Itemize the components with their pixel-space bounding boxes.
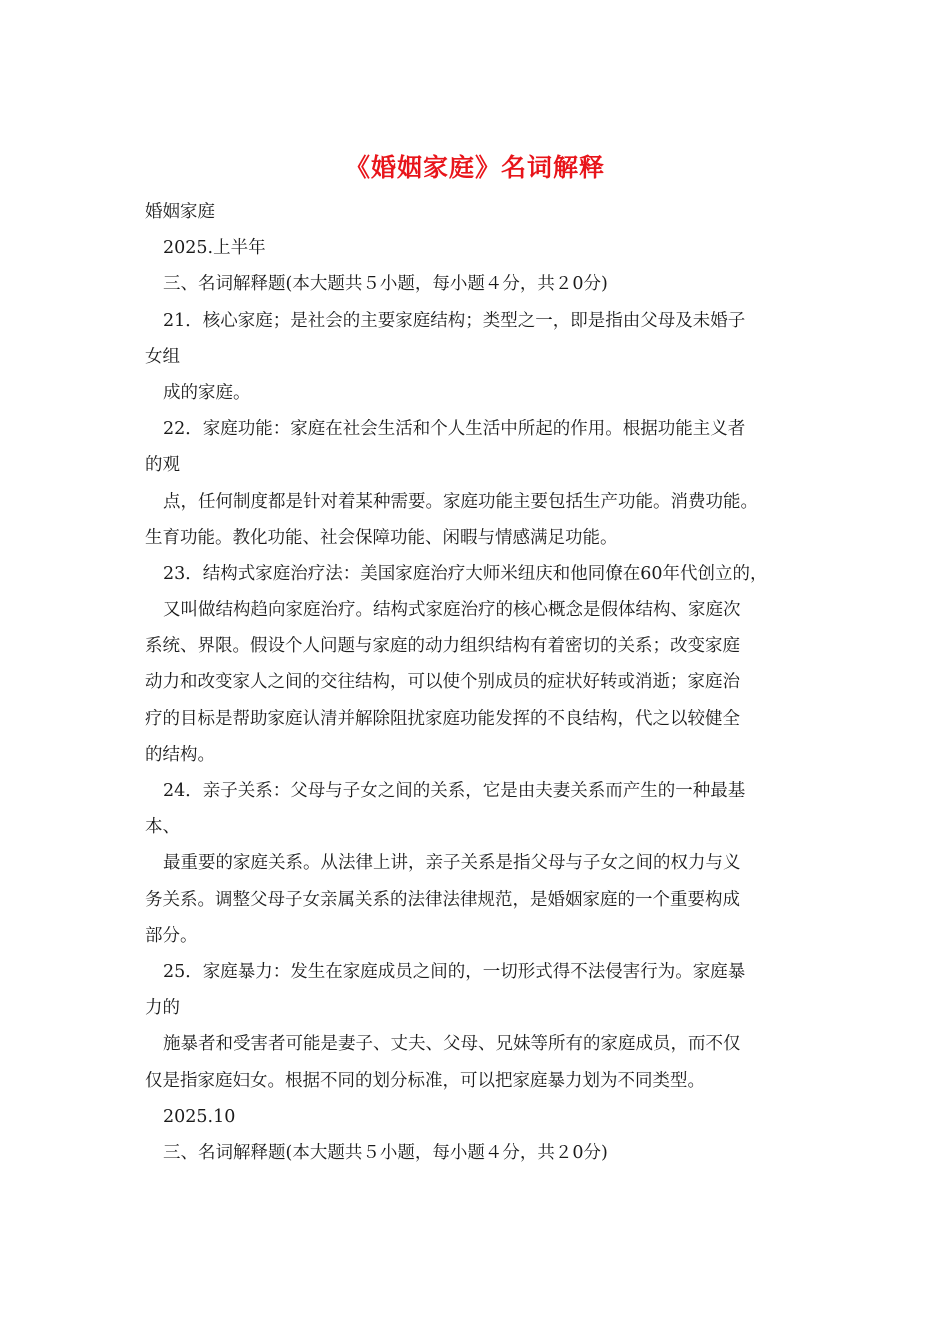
text-line: 点，任何制度都是针对着某种需要。家庭功能主要包括生产功能。消费功能。 xyxy=(163,491,758,512)
text-line: 动力和改变家人之间的交往结构，可以使个别成员的症状好转或消逝；家庭治 xyxy=(145,672,740,693)
text-line: 成的家庭。 xyxy=(163,382,251,403)
document-title: 《婚姻家庭》名词解释 xyxy=(344,153,605,182)
text-line: 21．核心家庭；是社会的主要家庭结构；类型之一，即是指由父母及未婚子 xyxy=(163,310,746,331)
text-line: 24．亲子关系：父母与子女之间的关系，它是由夫妻关系而产生的一种最基 xyxy=(163,781,746,801)
text-line: 力的 xyxy=(145,998,180,1019)
text-line: 本、 xyxy=(145,817,180,838)
text-line: 施暴者和受害者可能是妻子、丈夫、父母、兄妹等所有的家庭成员，而不仅 xyxy=(163,1034,741,1055)
text-line: 疗的目标是帮助家庭认清并解除阻扰家庭功能发挥的不良结构，代之以较健全 xyxy=(145,708,740,729)
text-line: 系统、界限。假设个人问题与家庭的动力组织结构有着密切的关系；改变家庭 xyxy=(145,636,740,657)
text-line: 仅是指家庭妇女。根据不同的划分标准，可以把家庭暴力划为不同类型。 xyxy=(145,1070,705,1091)
text-line: 2025.10 xyxy=(163,1106,236,1127)
text-line: 的结构。 xyxy=(145,744,215,765)
text-line: 部分。 xyxy=(145,925,198,946)
text-line: 25．家庭暴力：发生在家庭成员之间的，一切形式得不法侵害行为。家庭暴 xyxy=(163,961,746,982)
document-body xyxy=(145,194,815,1171)
text-line: 22．家庭功能：家庭在社会生活和个人生活中所起的作用。根据功能主义者 xyxy=(163,419,746,440)
text-line: 三、名词解释题(本大题共５小题，每小题４分，共２0分) xyxy=(163,1142,608,1163)
text-line: 务关系。调整父母子女亲属关系的法律法律规范，是婚姻家庭的一个重要构成 xyxy=(145,889,740,910)
text-line: 2025.上半年 xyxy=(163,238,266,259)
text-line: 又叫做结构趋向家庭治疗。结构式家庭治疗的核心概念是假体结构、家庭次 xyxy=(163,600,741,621)
text-line: 女组 xyxy=(145,346,180,367)
text-line: 三、名词解释题(本大题共５小题，每小题４分，共２0分) xyxy=(163,274,608,295)
text-line: 的观 xyxy=(145,455,180,476)
text-line: 23．结构式家庭治疗法：美国家庭治疗大师米纽庆和他同僚在60年代创立的， xyxy=(163,563,768,584)
text-line: 婚姻家庭 xyxy=(145,202,215,222)
text-line: 生育功能。教化功能、社会保障功能、闲暇与情感满足功能。 xyxy=(145,527,618,548)
text-line: 最重要的家庭关系。从法律上讲，亲子关系是指父母与子女之间的权力与义 xyxy=(163,853,741,874)
